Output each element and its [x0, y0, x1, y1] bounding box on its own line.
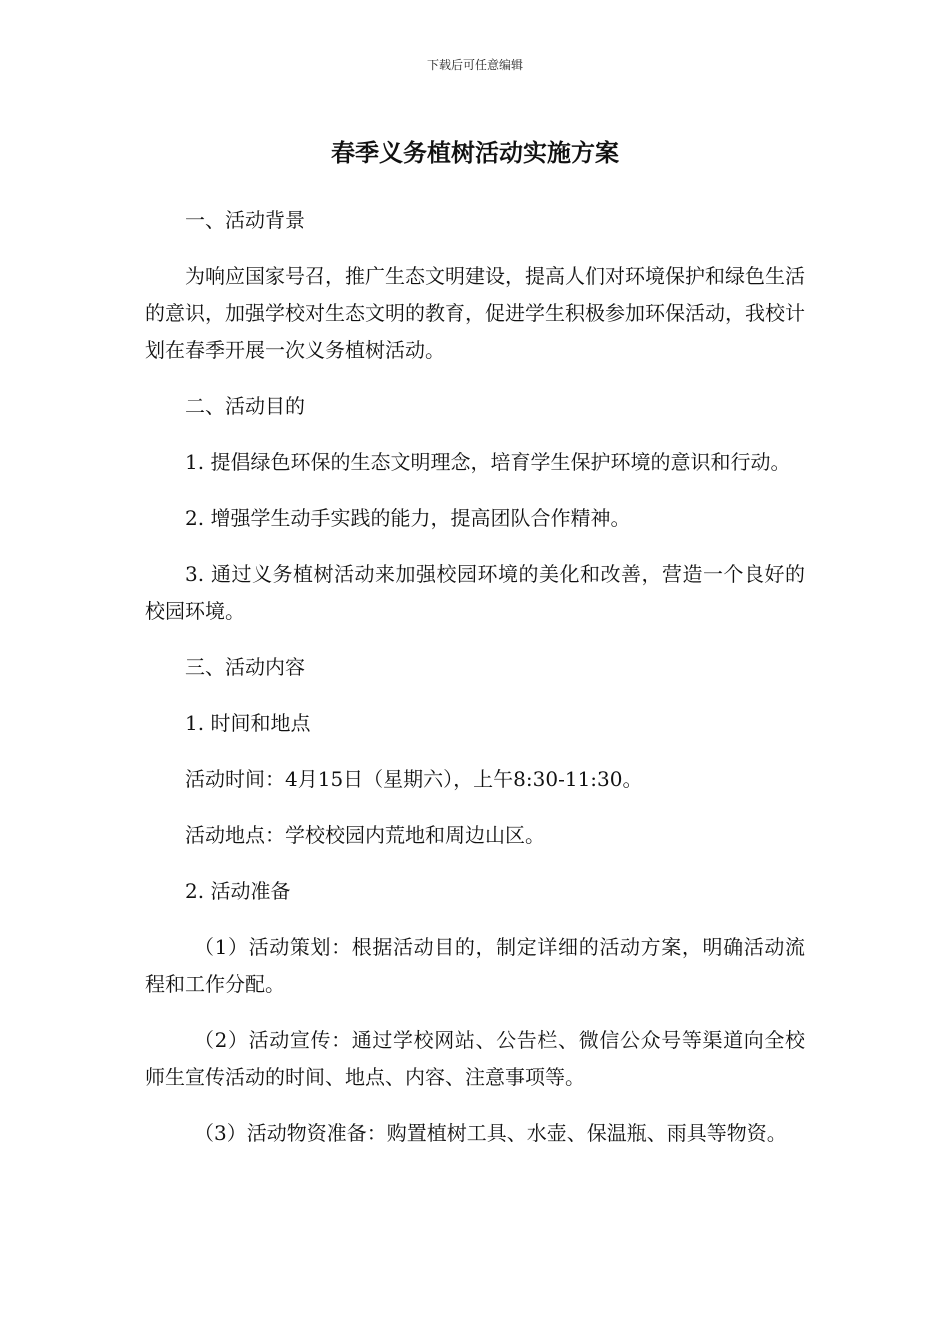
purpose-item-1: 1. 提倡绿色环保的生态文明理念，培育学生保护环境的意识和行动。	[185, 450, 791, 474]
paragraph-background: 为响应国家号召，推广生态文明建设，提高人们对环境保护和绿色生活的意识，加强学校对生态文明的教育，促进学生积极参加环保活动，我校计划在春季开展一次义务植树活动。	[145, 264, 805, 362]
header-note: 下载后可任意编辑	[426, 58, 523, 72]
purpose-item-2: 2. 增强学生动手实践的能力，提高团队合作精神。	[185, 506, 631, 530]
purpose-item-3: 3. 通过义务植树活动来加强校园环境的美化和改善，营造一个良好的校园环境。	[145, 562, 805, 623]
content-item-time-place: 1. 时间和地点	[185, 711, 311, 735]
section-heading-content: 三、活动内容	[185, 655, 305, 679]
preparation-publicity: （2）活动宣传：通过学校网站、公告栏、微信公众号等渠道向全校师生宣传活动的时间、地点、内容、注意事项等。	[145, 1028, 805, 1089]
activity-place: 活动地点：学校校园内荒地和周边山区。	[185, 823, 545, 847]
content-item-preparation: 2. 活动准备	[185, 879, 291, 903]
document-body	[145, 202, 805, 1171]
activity-time: 活动时间：4月15日（星期六），上午8:30-11:30。	[185, 767, 643, 791]
section-heading-background: 一、活动背景	[185, 208, 305, 232]
preparation-planning: （1）活动策划：根据活动目的，制定详细的活动方案，明确活动流程和工作分配。	[145, 935, 805, 996]
section-heading-purpose: 二、活动目的	[185, 394, 305, 418]
preparation-materials: （3）活动物资准备：购置植树工具、水壶、保温瓶、雨具等物资。	[194, 1121, 787, 1145]
document-title: 春季义务植树活动实施方案	[331, 139, 619, 167]
